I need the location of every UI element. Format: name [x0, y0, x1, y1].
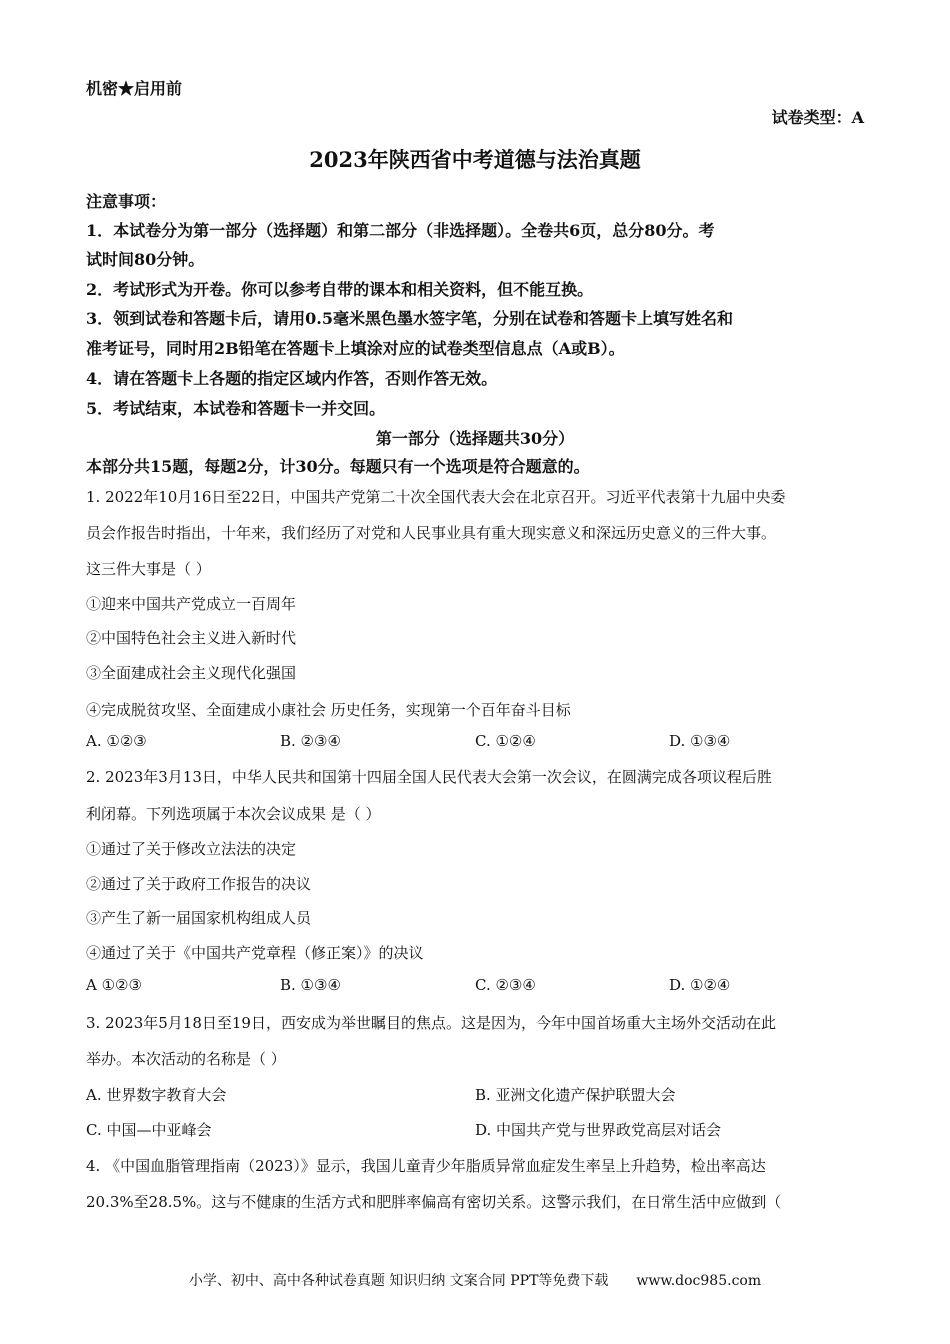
- page-footer: [0, 1270, 950, 1290]
- question-1-option-b: B. ②③④: [280, 732, 341, 750]
- question-4-stem: 20.3%至28.5%。这与不健康的生活方式和肥胖率偏高有密切关系。这警示我们，在日常生活中应做到（: [86, 1193, 782, 1211]
- question-2-stem: 利闭幕。下列选项属于本次会议成果 是（ ）: [86, 805, 381, 823]
- question-3-option-d: D. 中国共产党与世界政党高层对话会: [475, 1121, 722, 1139]
- part1-heading: 第一部分（选择题共30分）: [375, 429, 575, 448]
- question-1-item: ③全面建成社会主义现代化强国: [86, 664, 297, 682]
- notes-line: 4．请在答题卡上各题的指定区域内作答，否则作答无效。: [86, 369, 498, 388]
- footer-text: 小学、初中、高中各种试卷真题 知识归纳 文案合同 PPT等免费下载: [188, 1273, 609, 1289]
- notes-heading: 注意事项：: [86, 192, 167, 211]
- question-2-item: ②通过了关于政府工作报告的决议: [86, 875, 312, 893]
- part1-instructions: 本部分共15题，每题2分，计30分。每题只有一个选项是符合题意的。: [86, 457, 590, 476]
- question-2-option-b: B. ①③④: [280, 976, 341, 994]
- question-1-option-a: A. ①②③: [86, 732, 147, 750]
- question-1-item: ②中国特色社会主义进入新时代: [86, 629, 297, 647]
- notes-line: 准考证号，同时用2B铅笔在答题卡上填涂对应的试卷类型信息点（A或B）。: [86, 339, 625, 358]
- paper-type-label: 试卷类型：A: [771, 108, 864, 127]
- notes-line: 3．领到试卷和答题卡后，请用0.5毫米黑色墨水签字笔，分别在试卷和答题卡上填写姓名和: [86, 309, 733, 328]
- page-title: 2023年陕西省中考道德与法治真题: [309, 147, 641, 172]
- question-3-option-a: A. 世界数字教育大会: [86, 1086, 227, 1104]
- question-3-stem: 举办。本次活动的名称是（ ）: [86, 1050, 286, 1068]
- question-3-stem: 3. 2023年5月18日至19日，西安成为举世瞩目的焦点。这是因为，今年中国首场重大主场外交活动在此: [86, 1014, 776, 1032]
- question-1-stem: 这三件大事是（ ）: [86, 560, 211, 578]
- question-2-item: ①通过了关于修改立法法的决定: [86, 840, 297, 858]
- question-3-option-c: C. 中国—中亚峰会: [86, 1121, 212, 1139]
- question-2-option-c: C. ②③④: [475, 976, 536, 994]
- question-2-item: ③产生了新一届国家机构组成人员: [86, 909, 312, 927]
- question-2-option-d: D. ①②④: [669, 976, 731, 994]
- question-1-stem: 员会作报告时指出，十年来，我们经历了对党和人民事业具有重大现实意义和深远历史意义的三件大事。: [86, 524, 777, 542]
- notes-line: 2．考试形式为开卷。你可以参考自带的课本和相关资料，但不能互换。: [86, 280, 594, 299]
- notes-line: 试时间80分钟。: [86, 250, 205, 269]
- question-1-item: ①迎来中国共产党成立一百周年: [86, 595, 297, 613]
- question-3-option-b: B. 亚洲文化遗产保护联盟大会: [475, 1086, 676, 1104]
- question-2-item: ④通过了关于《中国共产党章程（修正案）》的决议: [86, 944, 424, 962]
- notes-line: 1．本试卷分为第一部分（选择题）和第二部分（非选择题）。全卷共6页，总分80分。考: [86, 221, 715, 240]
- question-4-stem: 4. 《中国血脂管理指南（2023）》显示，我国儿童青少年脂质异常血症发生率呈上升趋势，检出率高达: [86, 1157, 766, 1175]
- question-1-item: ④完成脱贫攻坚、全面建成小康社会 历史任务，实现第一个百年奋斗目标: [86, 701, 571, 719]
- question-2-stem: 2. 2023年3月13日，中华人民共和国第十四届全国人民代表大会第一次会议，在圆满完成各项议程后胜: [86, 768, 772, 786]
- question-1-option-d: D. ①③④: [669, 732, 731, 750]
- notes-line: 5．考试结束，本试卷和答题卡一并交回。: [86, 399, 386, 418]
- footer-site-link[interactable]: www.doc985.com: [636, 1273, 762, 1289]
- question-1-stem: 1. 2022年10月16日至22日，中国共产党第二十次全国代表大会在北京召开。习近平代表第十九届中央委: [86, 488, 786, 506]
- question-1-option-c: C. ①②④: [475, 732, 536, 750]
- question-2-option-a: A ①②③: [86, 976, 142, 994]
- confidential-label: 机密★启用前: [86, 79, 183, 98]
